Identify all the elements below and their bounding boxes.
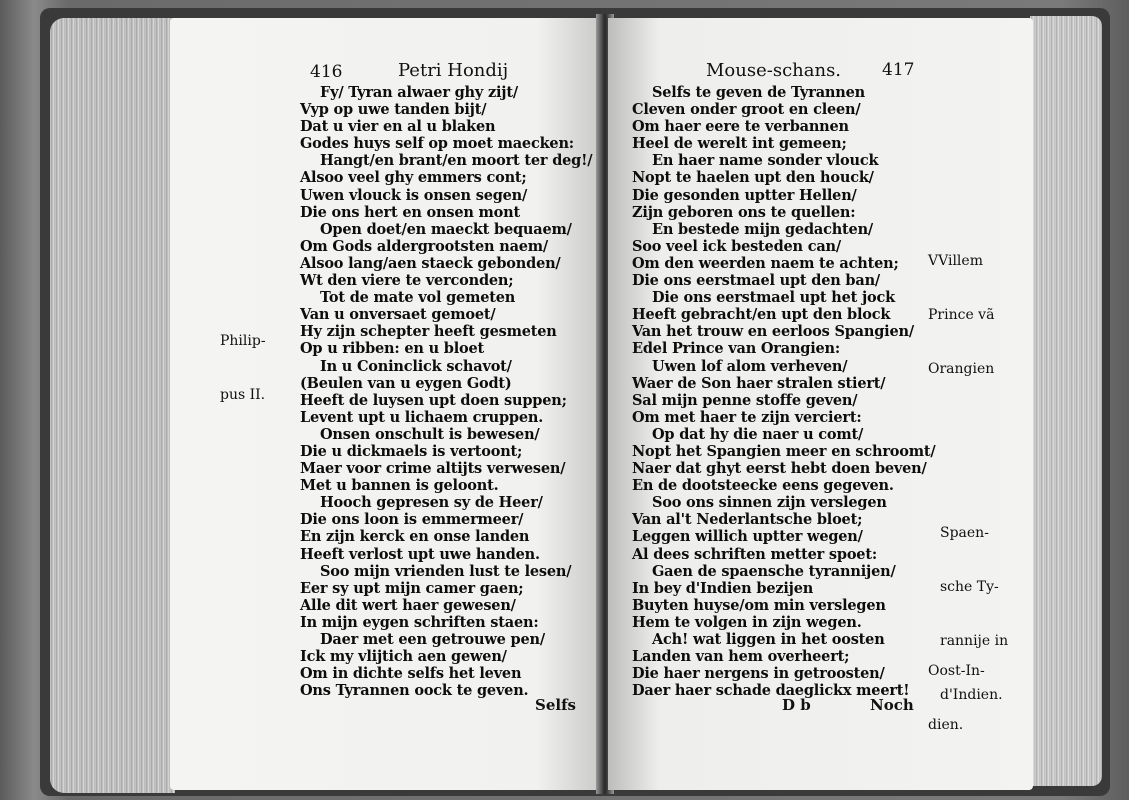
verse-line: Daer haer schade daeglickx meert! xyxy=(632,682,910,700)
verse-line: Ons Tyrannen oock te geven. xyxy=(300,682,529,700)
margin-note-line: Oost-In- xyxy=(928,663,985,679)
verse-line: Die haer nergens in getroosten/ xyxy=(632,665,885,683)
verse-line: (Beulen van u eygen Godt) xyxy=(300,374,512,392)
verse-line: Heeft gebracht/en upt den block xyxy=(632,306,891,324)
verse-line: Al dees schriften metter spoet: xyxy=(632,545,877,563)
verse-line: Naer dat ghyt eerst hebt doen beven/ xyxy=(632,460,927,478)
verse-line: Zijn geboren ons te quellen: xyxy=(632,203,856,221)
verse-line: Op u ribben: en u bloet xyxy=(300,340,485,358)
verse-line: Open doet/en maeckt bequaem/ xyxy=(320,220,572,238)
verse-line: Die u dickmaels is vertoont; xyxy=(300,442,523,460)
verse-line: Selfs te geven de Tyrannen xyxy=(652,84,865,101)
verse-line: En bestede mijn gedachten/ xyxy=(652,220,874,238)
verse-line: Hangt/en brant/en moort ter deg!/ xyxy=(320,152,593,170)
margin-note-line: Prince vã xyxy=(928,307,995,323)
verse-line: Vyp op uwe tanden bijt/ xyxy=(300,101,487,119)
verse-line: Leggen willich uptter wegen/ xyxy=(632,528,863,546)
verse-line: En zijn kerck en onse landen xyxy=(300,528,530,546)
left-margin-note xyxy=(220,296,266,422)
verse-line: Hooch gepresen sy de Heer/ xyxy=(320,494,543,512)
verse-line: Om haer eere te verbannen xyxy=(632,118,849,136)
verse-line: Hem te volgen in zijn wegen. xyxy=(632,613,862,631)
verse-line: Alsoo lang/aen staeck gebonden/ xyxy=(300,254,561,272)
verse-line: In mijn eygen schriften staen: xyxy=(300,613,539,631)
margin-note-line: Philip- xyxy=(220,333,266,349)
verse-line: Cleven onder groot en cleen/ xyxy=(632,101,861,119)
margin-note-line: d'Indien. xyxy=(940,687,1003,703)
verse-line: Heel de werelt int gemeen; xyxy=(632,135,847,153)
margin-note-line: pus II. xyxy=(220,387,266,403)
verse-line: Om in dichte selfs het leven xyxy=(300,665,522,683)
verse-line: Heeft verlost upt uwe handen. xyxy=(300,545,540,563)
verse-line: Ach! wat liggen in het oosten xyxy=(652,631,885,648)
right-catchword: Noch xyxy=(870,696,914,714)
right-page-number: 417 xyxy=(882,60,915,80)
margin-note-line: sche Ty- xyxy=(940,579,999,595)
verse-line: Daer met een getrouwe pen/ xyxy=(320,631,545,648)
verse-line: Die ons eerstmael upt het jock xyxy=(652,289,895,307)
verse-line: Uwen vlouck is onsen segen/ xyxy=(300,186,528,204)
verse-line: Die ons loon is emmermeer/ xyxy=(300,511,524,529)
verse-line: Op dat hy die naer u comt/ xyxy=(652,425,864,443)
verse-line: Godes huys self op moet maecken: xyxy=(300,135,574,153)
verse-line: Sal mijn penne stoffe geven/ xyxy=(632,391,858,409)
margin-note-line: rannije in xyxy=(940,633,1009,649)
verse-line: Maer voor crime altijts verwesen/ xyxy=(300,460,566,478)
left-verse-block xyxy=(300,84,600,699)
left-page-edges xyxy=(50,18,175,793)
verse-line: Uwen lof alom verheven/ xyxy=(652,357,848,375)
verse-line: Waer de Son haer stralen stiert/ xyxy=(632,374,886,392)
verse-line: Soo ons sinnen zijn verslegen xyxy=(652,494,887,512)
right-verse-block xyxy=(632,84,936,700)
right-page-edges xyxy=(1030,16,1102,786)
verse-line: Van al't Nederlantsche bloet; xyxy=(632,511,863,529)
verse-line: Soo mijn vrienden lust te lesen/ xyxy=(320,562,572,580)
verse-line: Levent upt u lichaem cruppen. xyxy=(300,408,544,426)
verse-line: Eer sy upt mijn camer gaen; xyxy=(300,579,524,597)
margin-note-line: dien. xyxy=(928,717,964,733)
verse-line: Onsen onschult is bewesen/ xyxy=(320,425,540,443)
margin-note-line: Spaen- xyxy=(940,525,989,541)
verse-line: Gaen de spaensche tyrannijen/ xyxy=(652,562,896,580)
verse-line: Heeft de luysen upt doen suppen; xyxy=(300,391,567,409)
verse-line: Met u bannen is geloont. xyxy=(300,477,499,495)
verse-line: Tot de mate vol gemeten xyxy=(320,289,516,307)
verse-line: Wt den viere te verconden; xyxy=(300,272,514,290)
verse-line: Nopt te haelen upt den houck/ xyxy=(632,169,874,187)
verse-line: Landen van hem overheert; xyxy=(632,648,850,666)
verse-line: En de dootsteecke eens gegeven. xyxy=(632,477,894,495)
verse-line: Buyten huyse/om min verslegen xyxy=(632,596,886,614)
verse-line: Dat u vier en al u blaken xyxy=(300,118,496,136)
verse-line: In u Coninclick schavot/ xyxy=(320,357,512,375)
left-running-head: Petri Hondij xyxy=(398,60,509,81)
verse-line: Die ons eerstmael upt den ban/ xyxy=(632,272,881,290)
verse-line: Om met haer te zijn verciert: xyxy=(632,408,862,426)
verse-line: Nopt het Spangien meer en schroomt/ xyxy=(632,442,936,460)
right-margin-note-3 xyxy=(928,626,985,752)
margin-note-line: VVillem xyxy=(928,253,983,269)
verse-line: Soo veel ick besteden can/ xyxy=(632,237,841,255)
left-catchword: Selfs xyxy=(535,696,576,714)
right-signature-mark: D b xyxy=(782,696,811,714)
verse-line: Van u onversaet gemoet/ xyxy=(300,306,496,324)
margin-note-line: Orangien xyxy=(928,361,995,377)
right-running-head: Mouse-schans. xyxy=(706,60,842,81)
verse-line: En haer name sonder vlouck xyxy=(652,152,879,170)
verse-line: Alle dit wert haer gewesen/ xyxy=(300,596,516,614)
right-margin-note-1 xyxy=(928,216,994,396)
verse-line: In bey d'Indien bezijen xyxy=(632,579,814,597)
verse-line: Om Gods aldergrootsten naem/ xyxy=(300,237,549,255)
verse-line: Edel Prince van Orangien: xyxy=(632,340,841,358)
verse-line: Om den weerden naem te achten; xyxy=(632,254,899,272)
verse-line: Fy/ Tyran alwaer ghy zijt/ xyxy=(320,84,518,101)
verse-line: Die gesonden uptter Hellen/ xyxy=(632,186,857,204)
verse-line: Hy zijn schepter heeft gesmeten xyxy=(300,323,557,341)
verse-line: Van het trouw en eerloos Spangien/ xyxy=(632,323,914,341)
verse-line: Alsoo veel ghy emmers cont; xyxy=(300,169,527,187)
verse-line: Ick my vlijtich aen gewen/ xyxy=(300,648,507,666)
verse-line: Die ons hert en onsen mont xyxy=(300,203,520,221)
left-page-number: 416 xyxy=(310,62,343,82)
